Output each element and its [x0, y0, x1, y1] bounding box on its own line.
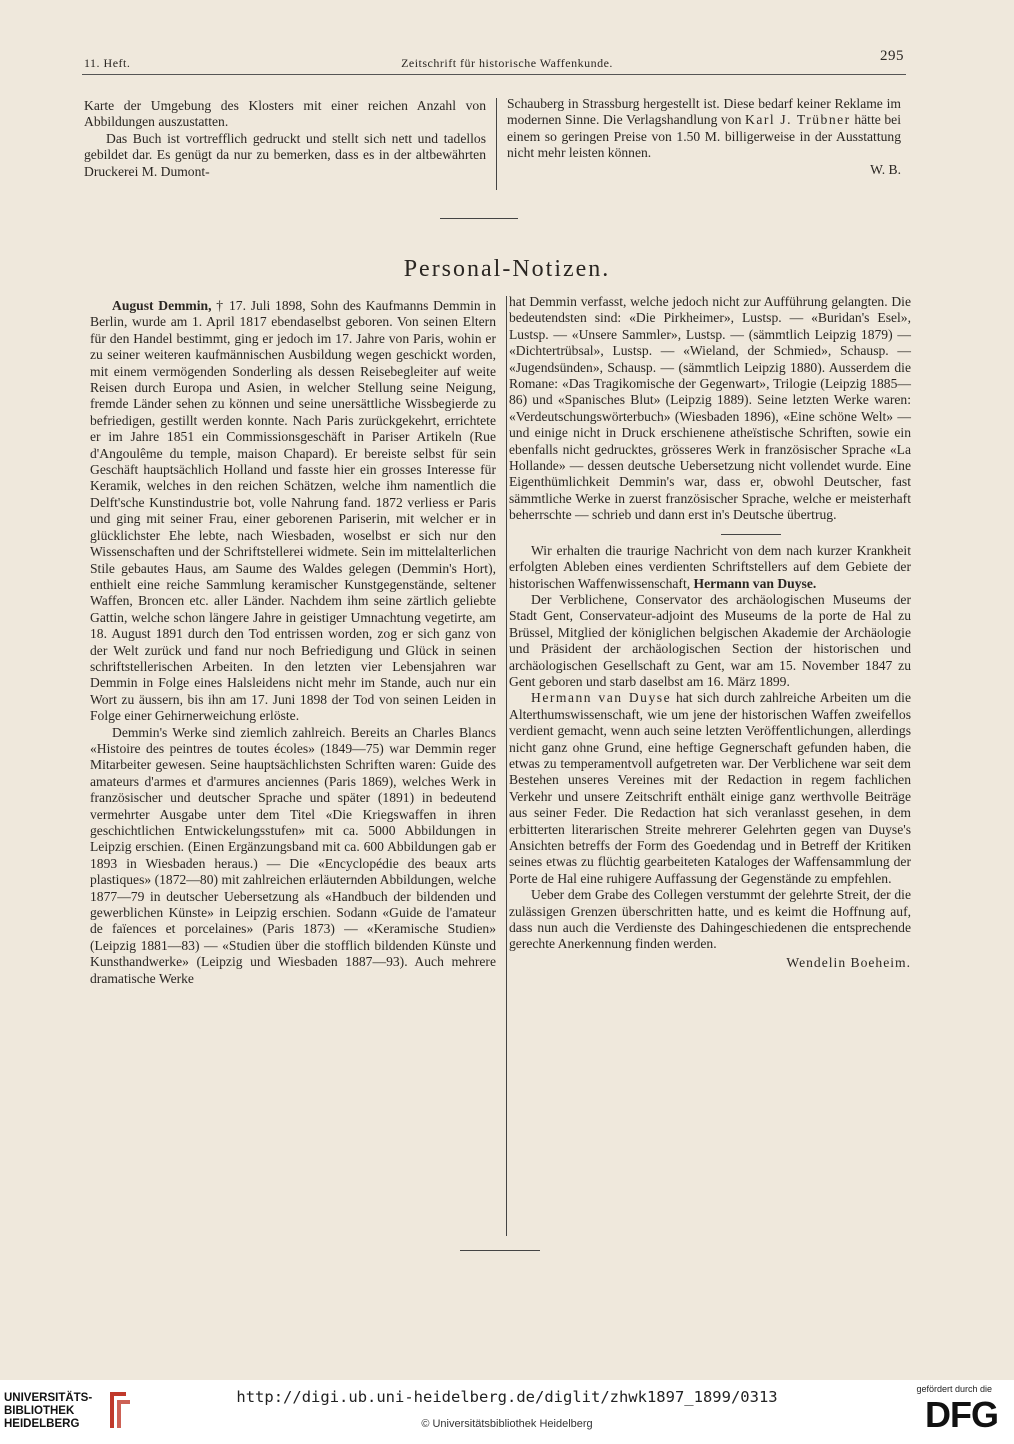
section-title: Personal-Notizen. [403, 256, 611, 282]
section-separator [440, 218, 518, 219]
section-separator [460, 1250, 540, 1251]
duyse-paragraph-1: Wir erhalten die traurige Nachricht von dem nach kurzer Krankheit erfolgten Ableben eines verdienten Schriftstellers auf dem Gebiete der historischen Waffenwissenschaft, Hermann van Duyse. [509, 542, 911, 591]
footer-bar [0, 1380, 1014, 1444]
issue-label: 11. Heft. [84, 56, 131, 70]
paragraph-separator [721, 534, 781, 535]
demmin-paragraph-1: August Demmin, † 17. Juli 1898, Sohn des Kaufmanns Demmin in Berlin, wurde am 1. April 1817 ebendaselbst geboren. Von seinen Eltern für den Handel bestimmt, ging er jedoch im 17. Jahre von Paris, wohin er zu seiner weiteren kaufmännischen Ausbildung wegen geschickt worden, mit einem vermögenden Sonderling als dessen Reisebegleiter auf weite Reisen durch Europa und Asien, in welcher Stellung seine Neigung, fremde Länder sehen zu können und seine unersättliche Wissbegierde zu befriedigen, gestillt werden konnte. Nach Paris zurückgekehrt, errichtete er im Jahre 1851 ein Commissionsgeschäft in Pariser Artikeln (Rue d'Angoulême du temple, maison Chapard). Er bereiste selbst für sein Geschäft hauptsächlich Holland und fasste hier ein grosses Interesse für Keramik, welches in den reichen Schätzen, welche ihm namentlich die Delft'sche Kunstindustrie bot, volle Nahrung fand. 1872 verliess er Paris und ging mit seiner Frau, einer geborenen Pariserin, mit welcher er in glücklichster Ehe lebte, nach Wiesbaden, woselbst er sich nur den Wissenschaften und der Schriftstellerei widmete. Sein im mittelalterlichen Stile gebautes Haus, am Saume des Waldes gelegen (Demmin's Hort), enthielt eine reiche Sammlung keramischer Kunstgegenstände, seltener Waffen, Broncen etc. aller Länder. Nachdem ihm seine zärtlich geliebte Gattin, welche schon längere Jahre in geistiger Umnachtung vegetirte, am 18. August 1891 durch den Tod entrissen worden, zog er sich ganz von der Welt zurück und fand nur noch Befriedigung und Glück in seinen schriftstellerischen Arbeiten. In den letzten vier Lebensjahren war Demmin in Folge eines Halsleidens nicht mehr im Stande, auch nur ein Wort zu äussern, bis ihn am 17. Juni 1898 der Tod von seinen Leiden in Folge einer Gehirnerweichung erlöste. [90, 298, 497, 724]
author-initials: W. B. [870, 161, 901, 177]
column-rule [496, 98, 497, 190]
top-left-column [84, 98, 486, 180]
person-name: Hermann van Duyse [531, 690, 672, 706]
page-number: 295 [880, 48, 904, 64]
copyright-notice: © Universitätsbibliothek Heidelberg [421, 1418, 593, 1430]
person-name: Karl J. Trübner [745, 112, 851, 128]
signature: Wendelin Boeheim. [786, 954, 911, 970]
column-rule [506, 296, 507, 1236]
top-right-column [507, 96, 901, 178]
person-name: August Demmin, [112, 298, 212, 313]
left-column [90, 298, 496, 987]
duyse-paragraph-3: Hermann van Duyse hat sich durch zahlreiche Arbeiten um die Alterthumswissenschaft, wie um jene der historischen Waffen zweifellos verdient gemacht, wenn auch seine letzten Veröffentlichungen, allerdings nicht ganz ohne Grund, eine heftige Gegnerschaft gefunden haben, die etwas zu temperamentvoll aufgetreten war. Der Verblichene war seit dem Bestehen unseres Vereines mit der Redaction in regem fachlichen Verkehr und unsere Zeitschrift enthält einige ganz werthvolle Beiträge aus seiner Feder. Die Redaction hat sich veranlasst gesehen, in dem erbitterten literarischen Streite mehrerer Gelehrten gegen van Duyse's Ansichten betreffs der Form des Goedendag und in Betreff der Kritiken seines etwas zu flüchtig gearbeiteten Kataloges der Waffensammlung der Porte de Hal eine ruhigere Auffassung der Gegenstände zu empfehlen. [509, 690, 911, 886]
demmin-paragraph-2: Demmin's Werke sind ziemlich zahlreich. Bereits an Charles Blancs «Histoire des peintres de toutes écoles» (1849—75) war Demmin reger Mitarbeiter gewesen. Seine hauptsächlichsten Schriften waren: Guide des amateurs d'armes et d'armures anciennes (Paris 1869), welches Werk in französischer und deutscher Sprache und später (1891) in bedeutend vermehrter Ausgabe unter dem Titel «Die Kriegswaffen in ihren geschichtlichen Entwickelungsstufen» mit ca. 5000 Abbildungen in Leipzig erschien. (Einen Ergänzungsband mit ca. 600 Abbildungen gab er 1893 in Wiesbaden heraus.) — Die «Encyclopédie des beaux arts plastiques» (1872—80) mit zahlreichen erläuternden Abbildungen, welche 1877—79 in deutscher Uebersetzung als «Handbuch der bildenden und gewerblichen Künste» in Leipzig erschien. Sodann «Guide de l'amateur de faïences et porcelaines» (Paris 1873) — «Keramische Studien» (Leipzig 1881—83) — «Studien über die stofflich bildenden Künste und Kunsthandwerke» (Leipzig und Wiesbaden 1887—93). Auch mehrere dramatische Werke [90, 724, 496, 986]
right-column [509, 294, 911, 971]
duyse-paragraph-4: Ueber dem Grabe des Collegen verstummt der gelehrte Streit, der die zulässigen Grenzen überschritten hatte, und es keimt die Hoffnung auf, dass nun auch die Verdienste des Dahingeschiedenen die entsprechende gerechte Anerkennung finden werden. [509, 887, 911, 952]
journal-title: Zeitschrift für historische Waffenkunde. [401, 56, 613, 70]
library-logo-text: UNIVERSITÄTS- BIBLIOTHEK HEIDELBERG [4, 1392, 93, 1430]
duyse-paragraph-2: Der Verblichene, Conservator des archäologischen Museums der Stadt Gent, Conservateur-adjoint des Museums de la porte de Hal zu Brüssel, Mitglied der königlichen belgischen Akademie der Archäologie und Präsident der archäologischen Section der historischen und archäologischen Gesellschaft zu Gent, war am 15. November 1847 zu Gent geboren und starb daselbst am 16. März 1899. [509, 591, 911, 689]
paragraph: Karte der Umgebung des Klosters mit einer reichen Anzahl von Abbildungen auszustatten. [84, 98, 486, 130]
header-rule [82, 74, 906, 75]
person-name: Hermann van Duyse. [693, 575, 817, 591]
dfg-logo: DFG [925, 1394, 998, 1435]
paragraph: Das Buch ist vortrefflich gedruckt und stellt sich nett und tadellos gebildet dar. Es genügt da nur zu bemerken, dass es in der altbewährten Druckerei M. Dumont- [84, 130, 486, 179]
paragraph: Schauberg in Strassburg hergestellt ist. Diese bedarf keiner Reklame im modernen Sinne. Die Verlagshandlung von Karl J. Trübner hätte bei einem so geringen Preise von 1.50 M. billigerweise in der Ausstattung nicht mehr leisten können. [507, 96, 901, 161]
funding-caption: gefördert durch die [916, 1384, 992, 1394]
permalink-url[interactable]: http://digi.ub.uni-heidelberg.de/diglit/zhwk1897_1899/0313 [236, 1388, 778, 1406]
demmin-paragraph-3: hat Demmin verfasst, welche jedoch nicht zur Aufführung gelangten. Die bedeutendsten sind: «Die Pirkheimer», Lustsp. — «Buridan's Esel», Lustsp. — «Unsere Sammler», Lustsp. — (sämmtlich Leipzig 1879) — «Dichtertrübsal», Lustsp. — «Wieland, der Schmied», Schausp. — «Jugendsünden», Schausp. — (sämmtlich Leipzig 1880). Ausserdem die Romane: «Das Tragikomische der Gegenwart», Trilogie (Leipzig 1885—86) und «Spanisches Blut» (Leipzig 1889). Seine letzten Werke waren: «Verdeutschungswörterbuch» (Wiesbaden 1896), «Eine schöne Welt» — und einige nicht in Druck erschienene atheïstische Schriften, sowie ein ebenfalls nicht gedrucktes, grösseres Werk in französischer Sprache «La Hollande» — dessen deutsche Uebersetzung nicht vollendet wurde. Eine Eigenthümlichkeit Demmin's war, dass er, obwohl Deutscher, fast sämmtliche Werke in zuerst französischer Sprache, welche er meisterhaft beherrschte — schrieb und dann erst in's Deutsche übertrug. [509, 294, 911, 523]
